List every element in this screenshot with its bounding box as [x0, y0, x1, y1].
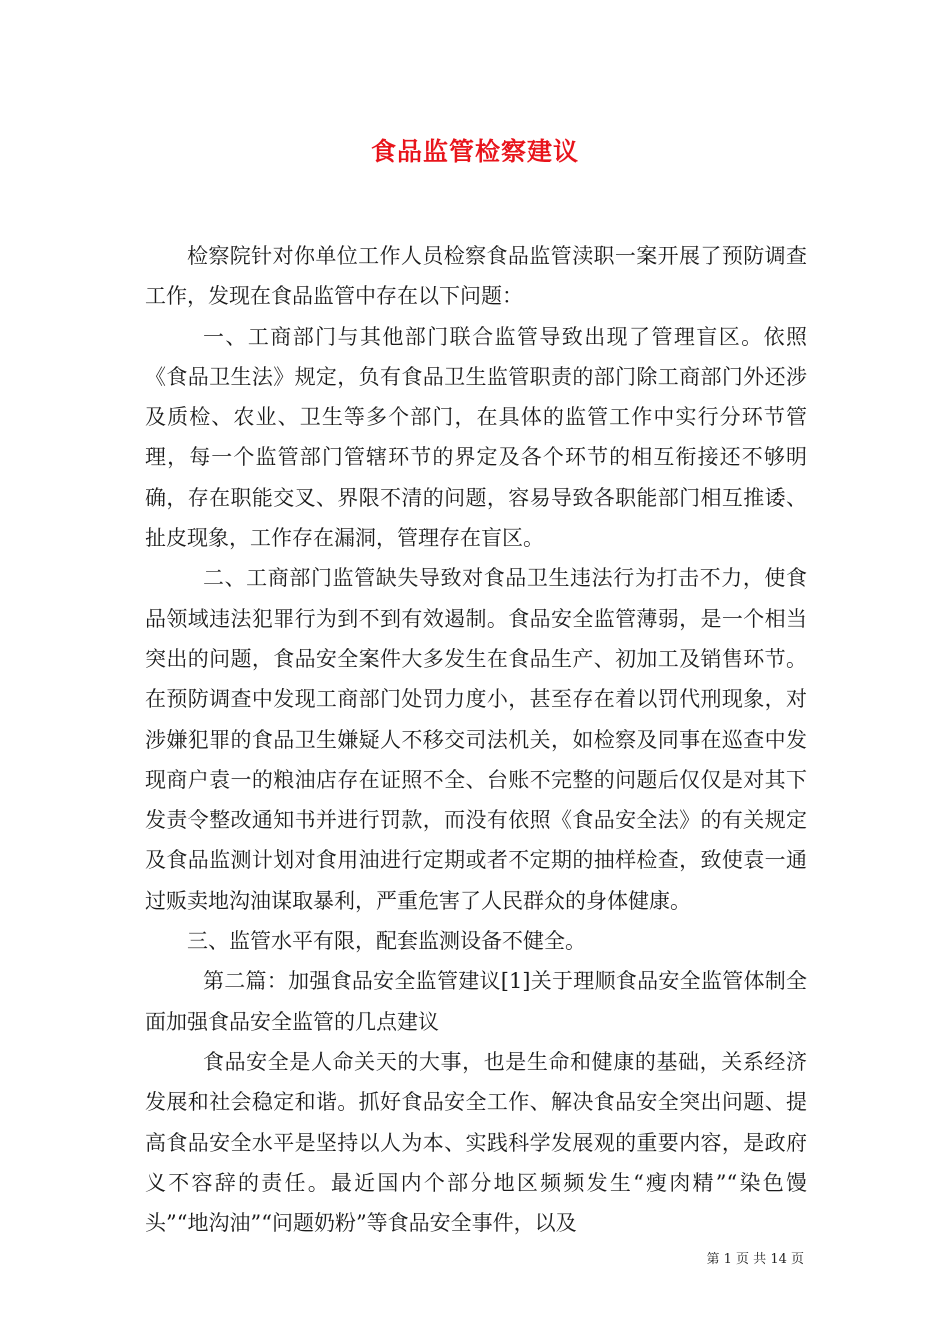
paragraph-food-safety: 食品安全是人命关天的大事，也是生命和健康的基础，关系经济发展和社会稳定和谐。抓好食品安全工作、解决食品安全突出问题、提高食品安全水平是坚持以人为本、实践科学发展观的重要内容，是政府义不容辞的责任。最近国内个部分地区频频发生“瘦肉精”“染色馒头”“地沟油”“问题奶粉”等食品安全事件，以及 — [145, 1049, 807, 1236]
paragraph-second-article-heading: 第二篇：加强食品安全监管建议[1]关于理顺食品安全监管体制全面加强食品安全监管的几点建议 — [145, 969, 807, 1034]
paragraph-issue-3: 三、监管水平有限，配套监测设备不健全。 — [187, 929, 586, 954]
document-title: 食品监管检察建议 — [370, 137, 579, 166]
page-number-footer: 第 1 页 共 14 页 — [706, 1252, 804, 1267]
document-body — [145, 236, 807, 1243]
paragraph-issue-2: 二、工商部门监管缺失导致对食品卫生违法行为打击不力，使食品领域违法犯罪行为到不到有效遏制。食品安全监管薄弱，是一个相当突出的问题，食品安全案件大多发生在食品生产、初加工及销售环节。在预防调查中发现工商部门处罚力度小，甚至存在着以罚代刑现象，对涉嫌犯罪的食品卫生嫌疑人不移交司法机关，如检察及同事在巡查中发现商户袁一的粮油店存在证照不全、台账不完整的问题后仅仅是对其下发责令整改通知书并进行罚款，而没有依照《食品安全法》的有关规定及食品监测计划对食用油进行定期或者不定期的抽样检查，致使袁一通过贩卖地沟油谋取暴利，严重危害了人民群众的身体健康。 — [145, 566, 807, 913]
paragraph-issue-1: 一、工商部门与其他部门联合监管导致出现了管理盲区。依照《食品卫生法》规定，负有食品卫生监管职责的部门除工商部门外还涉及质检、农业、卫生等多个部门，在具体的监管工作中实行分环节管理，每一个监管部门管辖环节的界定及各个环节的相互衔接还不够明确，存在职能交叉、界限不清的问题，容易导致各职能部门相互推诿、扯皮现象，工作存在漏洞，管理存在盲区。 — [145, 324, 807, 551]
paragraph-intro: 检察院针对你单位工作人员检察食品监管渎职一案开展了预防调查工作，发现在食品监管中存在以下问题： — [145, 244, 807, 309]
